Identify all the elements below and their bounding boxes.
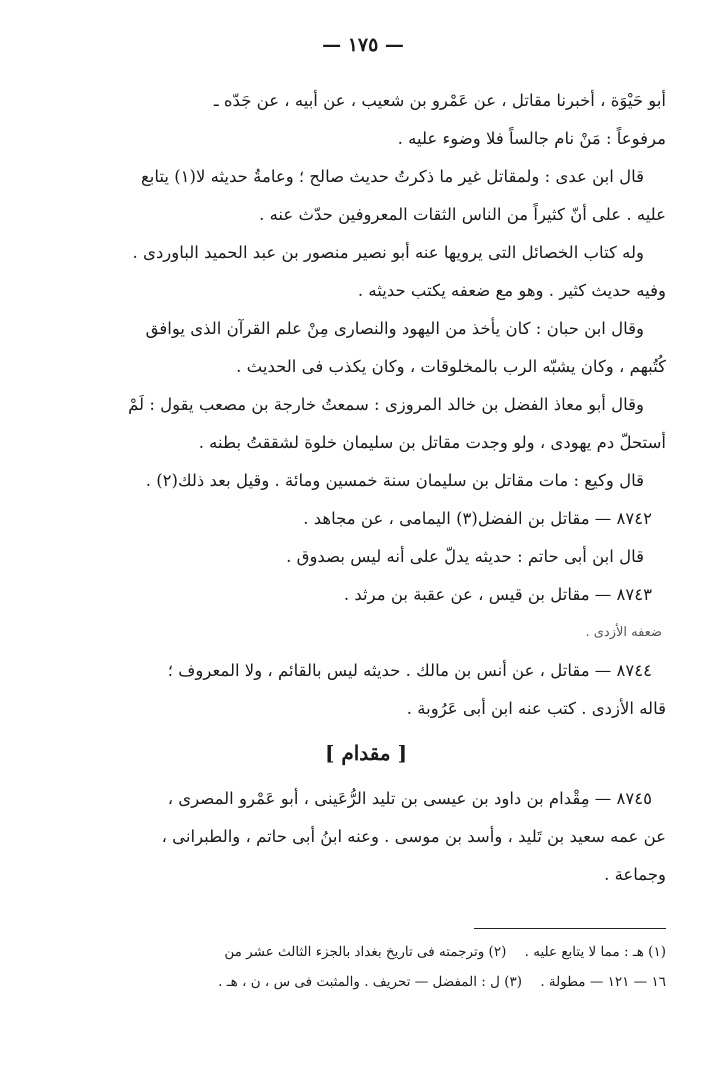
text-line: قال وكيع : مات مقاتل بن سليمان سنة خمسين ومائة . وقيل بعد ذلك(٢) . (145, 471, 644, 490)
text-line: وقال ابن حبان : كان يأخذ من اليهود والنصارى مِنْ علم القرآن الذى يوافق (145, 319, 644, 338)
footnote-1: (١) هـ : مما لا يتابع عليه . (524, 944, 666, 960)
text-line: ضعفه الأزدى . (585, 625, 662, 640)
text-line: وله كتاب الخصائل التى يرويها عنه أبو نصير منصور بن عبد الحميد الباوردى . (132, 243, 644, 262)
text-line: قال ابن أبى حاتم : حديثه يدلّ على أنه ليس بصدوق . (286, 547, 644, 566)
text-line: عن عمه سعيد بن تَليد ، وأسد بن موسى . وعنه ابنُ أبى حاتم ، والطبرانى ، (161, 827, 666, 846)
footnote-3: (٣) ل : المفضل — تحريف . والمثبت فى س ، ن ، هـ . (218, 974, 523, 990)
footnotes (66, 937, 666, 997)
text-line: عليه . على أنّ كثيراً من الناس الثقات المعروفين حدّث عنه . (259, 205, 666, 224)
text-line: قاله الأزدى . كتب عنه ابن أبى عَرُوبة . (406, 699, 666, 718)
text-line: وفيه حديث كثير . وهو مع ضعفه يكتب حديثه . (357, 281, 666, 300)
text-line: وقال أبو معاذ الفضل بن خالد المروزى : سمعتُ خارجة بن مصعب يقول : لَمْ (128, 395, 644, 414)
entry-8744: ٨٧٤٤ — مقاتل ، عن أنس بن مالك . حديثه ليس بالقائم ، ولا المعروف ؛ (167, 661, 652, 680)
text-line: أستحلّ دم يهودى ، ولو وجدت مقاتل بن سليمان خلوة لشققتُ بطنه . (198, 433, 666, 452)
footnote-line (66, 967, 666, 997)
entry-8743: ٨٧٤٣ — مقاتل بن قيس ، عن عقبة بن مرثد . (343, 585, 652, 604)
footnote-2: (٢) وترجمته فى تاريخ بغداد بالجزء الثالث عشر من (224, 944, 507, 960)
entry-8742: ٨٧٤٢ — مقاتل بن الفضل(٣) اليمامى ، عن مجاهد . (303, 509, 652, 528)
text-line: مرفوعاً : مَنْ نام جالساً فلا وضوء عليه . (397, 129, 666, 148)
text-line: أبو حَيْوَة ، أخبرنا مقاتل ، عن عَمْرو بن شعيب ، عن أبيه ، عن جَدّه ـ (213, 91, 666, 110)
footnote-divider (474, 928, 666, 929)
section-title: [ مقدام ] (324, 741, 408, 765)
footnote-line (66, 937, 666, 967)
text-line: وجماعة . (604, 865, 666, 884)
entry-8745: ٨٧٤٥ — مِقْدام بن داود بن عيسى بن تليد الرُّعَينى ، أبو عَمْرو المصرى ، (167, 789, 652, 808)
text-line: كُتُبهم ، وكان يشبّه الرب بالمخلوقات ، وكان يكذب فى الحديث . (236, 357, 666, 376)
page-number: — ١٧٥ — (322, 34, 404, 56)
text-line: قال ابن عدى : ولمقاتل غير ما ذكرتُ حديث صالح ؛ وعامةُ حديثه لا(١) يتابع (140, 167, 644, 186)
footnote-2-cont: ١٦ — ١٢١ — مطولة . (540, 974, 666, 990)
main-text (66, 82, 666, 894)
